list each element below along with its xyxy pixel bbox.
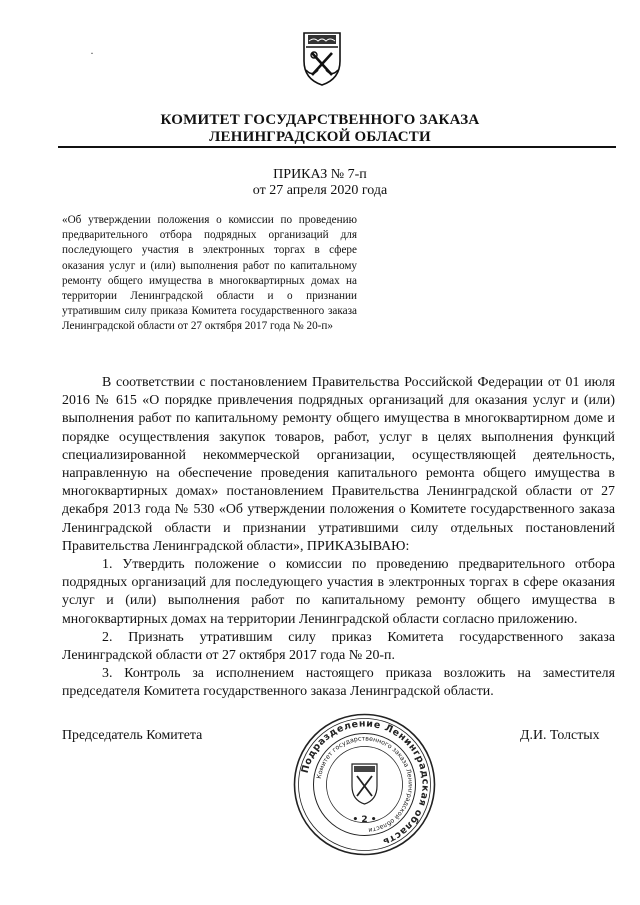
signatory-position: Председатель Комитета [62, 728, 203, 743]
order-subject: «Об утверждении положения о комиссии по проведению предварительного отбора подрядных организаций для последующего участия в электронных торгах в сфере оказания услуг и (или) выполнения работ по капитальному ремонту общего имущества в многоквартирных домах на территории Ленинградской области и о признании утратившим силу приказа Комитета государственного заказа Ленинградской области от 27 октября 2017 года № 20-п» [62, 214, 357, 333]
scan-speck: · [90, 46, 94, 60]
preamble-paragraph: В соответствии с постановлением Правительства Российской Федерации от 01 июля 2016 № 615 «О порядке привлечения подрядных организаций для оказания услуг и (или) выполнения работ по капитальному ремонту общего имущества в многоквартирном доме и порядке осуществления закупок товаров, работ, услуг в целях выполнения функций специализированной некоммерческой организации, осуществляющей деятельность, направленную на обеспечение проведения капитального ремонта общего имущества в многоквартирных домах» постановлением Правительства Ленинградской области от 27 декабря 2013 года № 530 «Об утверждении положения о Комитете государственного заказа Ленинградской области и признании утратившими силу отдельных постановлений Правительства Ленинградской области», ПРИКАЗЫВАЮ: [62, 375, 615, 554]
organization-name-line2: ЛЕНИНГРАДСКОЙ ОБЛАСТИ [209, 129, 431, 145]
official-stamp [292, 712, 437, 857]
order-item-1: 1. Утвердить положение о комиссии по проведению предварительного отбора подрядных организаций для последующего участия в электронных торгах в сфере оказания услуг и (или) выполнения работ по капитальному ремонту общего имущества в многоквартирных домах на территории Ленинградской области согласно приложению. [62, 557, 615, 627]
stamp-number: • 2 • [352, 815, 377, 825]
stamp-inner-text: Комитет государственного заказа Ленинградской области [315, 735, 414, 834]
organization-name-line1: КОМИТЕТ ГОСУДАРСТВЕННОГО ЗАКАЗА [160, 112, 480, 128]
signatory-name: Д.И. Толстых [520, 728, 600, 743]
order-item-3: 3. Контроль за исполнением настоящего приказа возложить на заместителя председателя Комитета государственного заказа Ленинградской области. [62, 666, 615, 700]
order-body [62, 374, 615, 702]
stamp-emblem [352, 764, 377, 804]
order-number: ПРИКАЗ № 7-п [273, 167, 367, 182]
stamp-outer-text: Подразделение Ленинградская область [299, 718, 431, 848]
order-item-2: 2. Признать утратившим силу приказ Комитета государственного заказа Ленинградской области от 27 октября 2017 года № 20-п. [62, 629, 615, 664]
header-divider [58, 146, 616, 148]
coat-of-arms-emblem [300, 27, 344, 87]
order-date: от 27 апреля 2020 года [252, 183, 388, 198]
